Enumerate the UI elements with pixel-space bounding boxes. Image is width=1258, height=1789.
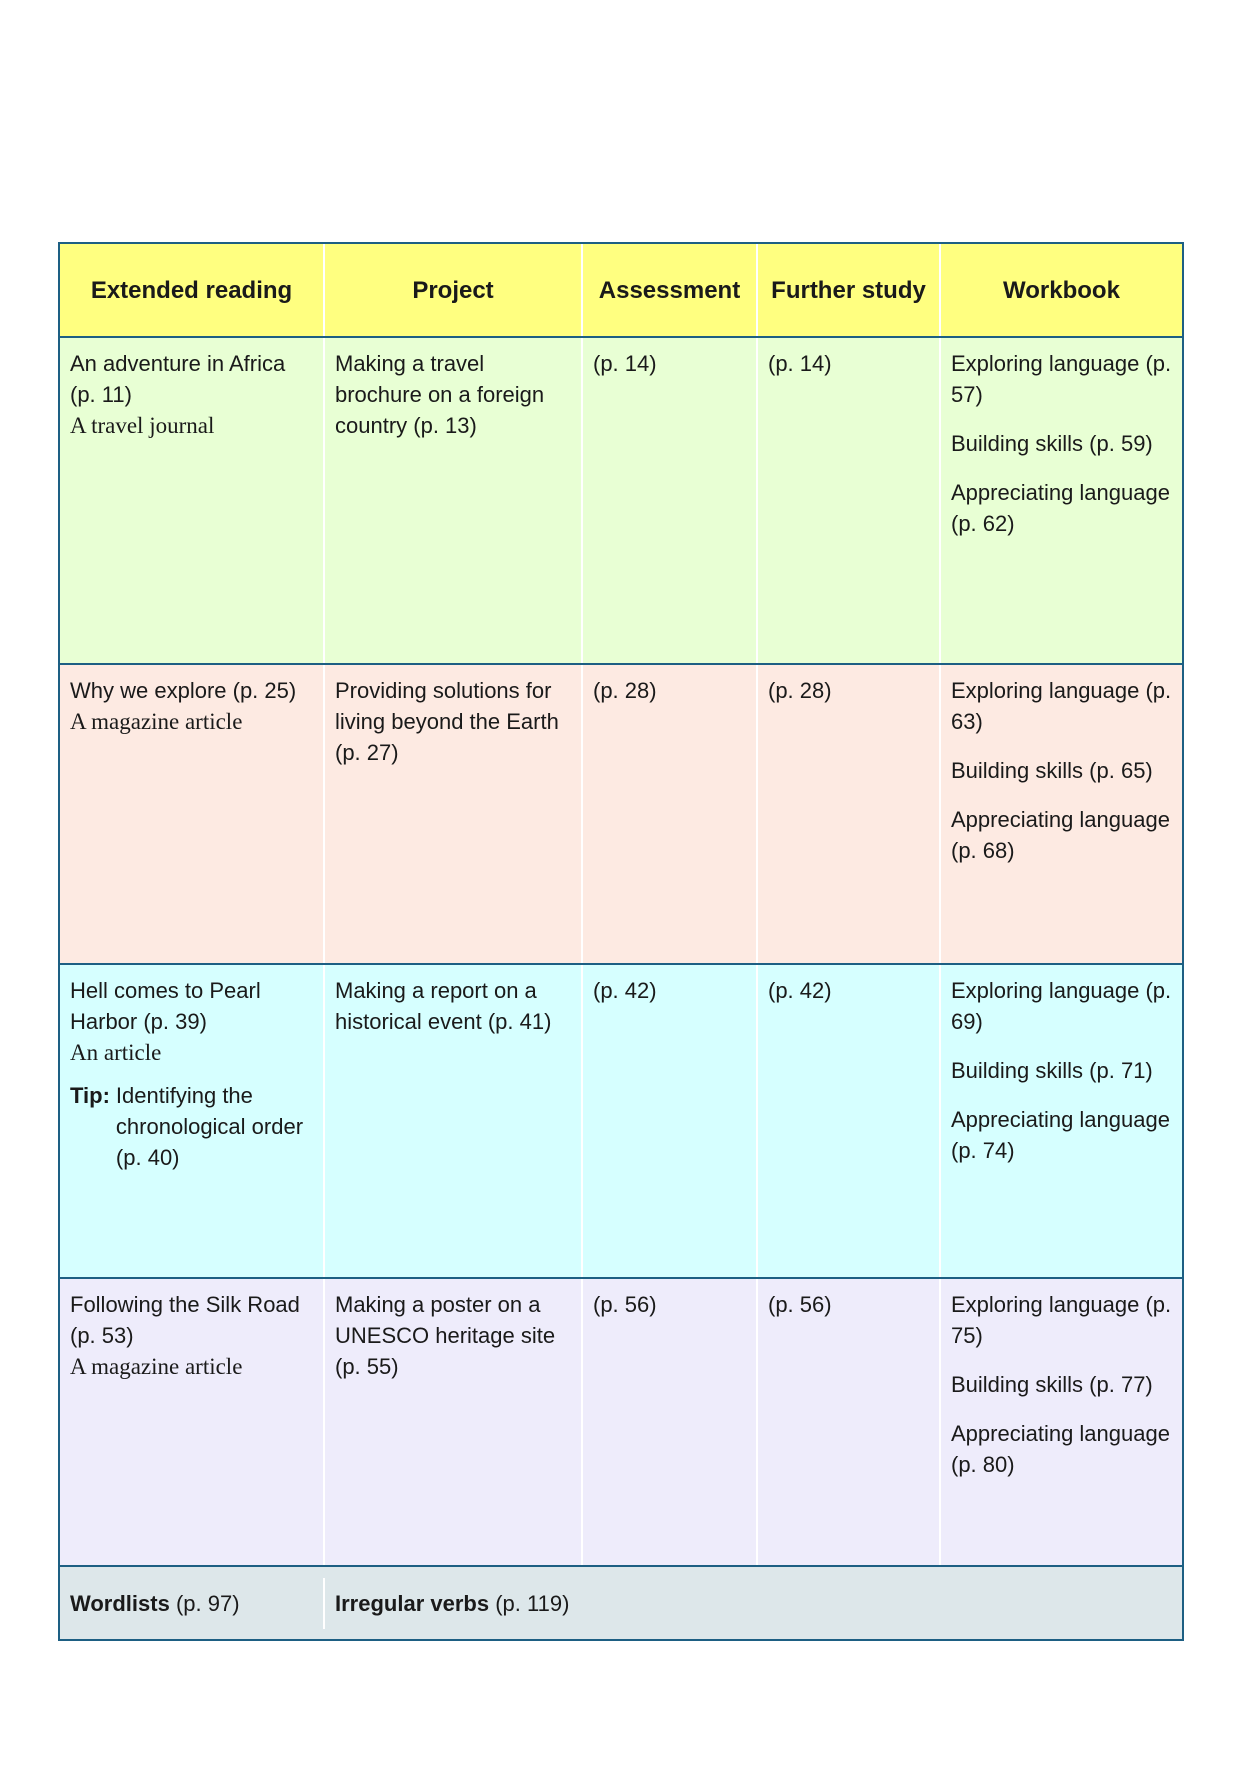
table-row — [60, 663, 1182, 963]
workbook-item: Appreciating language (p. 62) — [951, 480, 1170, 536]
project-cell: Making a poster on a UNESCO heritage site (p. 55) — [323, 1279, 581, 1565]
reading-title: Following the Silk Road (p. 53) — [70, 1292, 300, 1348]
workbook-cell — [939, 338, 1182, 663]
table-row — [60, 963, 1182, 1277]
workbook-item: Appreciating language (p. 68) — [951, 807, 1170, 863]
workbook-item: Building skills (p. 65) — [951, 758, 1153, 783]
workbook-item: Exploring language (p. 75) — [951, 1292, 1172, 1348]
header-further-study: Further study — [756, 244, 939, 336]
workbook-item: Building skills (p. 77) — [951, 1372, 1153, 1397]
further-study-cell: (p. 14) — [756, 338, 939, 663]
assessment-cell: (p. 42) — [581, 965, 756, 1277]
extended-reading-cell — [60, 1279, 323, 1565]
reading-genre: A magazine article — [70, 709, 243, 734]
tip-note — [70, 1080, 313, 1173]
workbook-item: Exploring language (p. 63) — [951, 678, 1172, 734]
reading-title: An adventure in Africa (p. 11) — [70, 351, 286, 407]
reading-genre: A travel journal — [70, 413, 215, 438]
reading-genre: An article — [70, 1040, 162, 1065]
further-study-cell: (p. 28) — [756, 665, 939, 963]
wordlists-label: Wordlists — [70, 1590, 170, 1616]
workbook-item: Building skills (p. 71) — [951, 1058, 1153, 1083]
header-project: Project — [323, 244, 581, 336]
workbook-item: Exploring language (p. 57) — [951, 351, 1172, 407]
irregular-verbs-entry — [323, 1578, 923, 1629]
header-assessment: Assessment — [581, 244, 756, 336]
extended-reading-cell — [60, 965, 323, 1277]
assessment-cell: (p. 28) — [581, 665, 756, 963]
project-cell: Making a travel brochure on a foreign country (p. 13) — [323, 338, 581, 663]
reading-title: Hell comes to Pearl Harbor (p. 39) — [70, 978, 261, 1034]
further-study-cell: (p. 56) — [756, 1279, 939, 1565]
wordlists-entry — [60, 1578, 323, 1629]
header-extended-reading: Extended reading — [90, 276, 293, 304]
reading-genre: A magazine article — [70, 1354, 243, 1379]
workbook-item: Appreciating language (p. 80) — [951, 1421, 1170, 1477]
workbook-cell — [939, 1279, 1182, 1565]
assessment-cell: (p. 56) — [581, 1279, 756, 1565]
project-cell: Making a report on a historical event (p. 41) — [323, 965, 581, 1277]
table-row — [60, 1277, 1182, 1565]
table-row — [60, 336, 1182, 663]
header-workbook: Workbook — [939, 244, 1182, 336]
table-footer — [60, 1565, 1182, 1639]
irregular-verbs-page: (p. 119) — [495, 1590, 570, 1616]
project-cell: Providing solutions for living beyond the Earth (p. 27) — [323, 665, 581, 963]
contents-table — [58, 242, 1184, 1641]
reading-title: Why we explore (p. 25) — [70, 678, 297, 703]
extended-reading-cell — [60, 338, 323, 663]
workbook-cell — [939, 665, 1182, 963]
table-header — [60, 244, 1182, 336]
tip-text: Identifying the chronological order (p. 40) — [115, 1083, 304, 1170]
further-study-cell: (p. 42) — [756, 965, 939, 1277]
wordlists-page: (p. 97) — [175, 1590, 240, 1616]
assessment-cell: (p. 14) — [581, 338, 756, 663]
workbook-item: Exploring language (p. 69) — [951, 978, 1172, 1034]
irregular-verbs-label: Irregular verbs — [335, 1590, 490, 1616]
workbook-item: Appreciating language (p. 74) — [951, 1107, 1170, 1163]
extended-reading-cell — [60, 665, 323, 963]
workbook-cell — [939, 965, 1182, 1277]
workbook-item: Building skills (p. 59) — [951, 431, 1153, 456]
tip-label: Tip: — [70, 1083, 110, 1108]
